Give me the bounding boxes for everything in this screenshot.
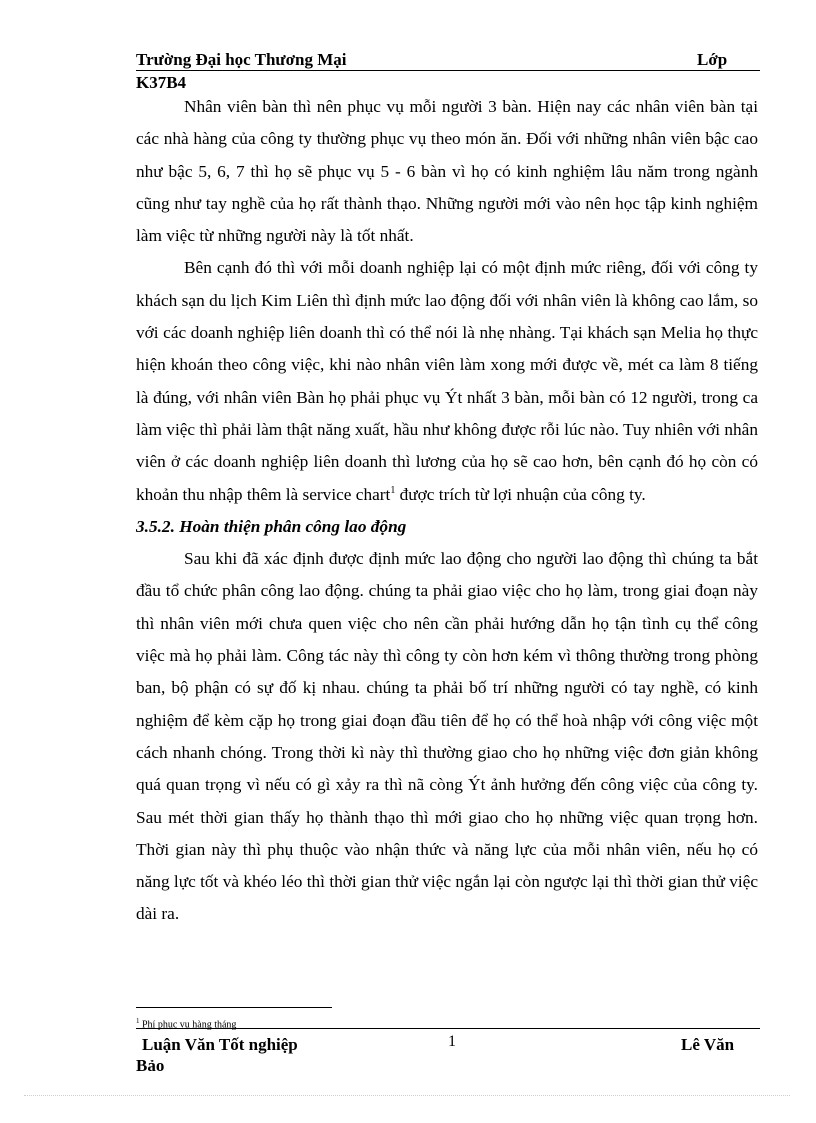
- footer-author-line2: Bảo: [136, 1056, 165, 1075]
- paragraph-3: Sau khi đã xác định được định mức lao động cho người lao động thì chúng ta bắt đầu tổ chức phân công lao động. chúng ta phải giao việc cho họ làm, trong giai đoạn này thì nhân viên mới chưa quen việc cho nên cần phải hướng dẫn họ tận tình cụ thể công việc mà họ phải làm. Công tác này thì công ty còn hơn kém vì thông thường trong phòng ban, bộ phận có sự đố kị nhau. chúng ta phải bố trí những người có tay nghề, có kinh nghiệm để kèm cặp họ trong giai đoạn đầu tiên để họ có thể hoà nhập với công việc một cách nhanh chóng. Trong thời kì này thì thường giao cho họ những việc đơn giản không quá quan trọng vì nếu có gì xảy ra thì nã còng Ýt ảnh hưởng đến công việc của công ty. Sau mét thời gian thấy họ thành thạo thì mới giao cho họ những việc quan trọng hơn. Thời gian này thì phụ thuộc vào nhận thức và năng lực của mỗi nhân viên, nếu họ có năng lực tốt và khéo léo thì thời gian thử việc ngắn lại còn ngược lại thì thời gian thử việc dài ra.: [136, 549, 758, 924]
- footnote-reference: 1: [390, 484, 396, 496]
- footnote-text: Phí phục vụ hàng tháng: [142, 1019, 237, 1031]
- paragraph-2-text: Bên cạnh đó thì với mỗi doanh nghiệp lại có một định mức riêng, đối với công ty khách sạn du lịch Kim Liên thì định mức lao động đối với nhân viên là không cao lắm, so với các doanh nghiệp liên doanh thì có thể nói là nhẹ nhàng. Tại khách sạn Melia họ thực hiện khoán theo công việc, khi nào nhân viên làm xong mới được về, mét ca làm 8 tiếng là đúng, với nhân viên Bàn họ phải phục vụ Ýt nhất 3 bàn, mỗi bàn có 12 người, trong ca làm việc thì phải làm thật năng xuất, hầu như không được rỗi lúc nào. Tuy nhiên với nhân viên ở các doanh nghiệp liên doanh thì lương của họ sẽ cao hơn, bên cạnh đó họ còn có khoản thu nhập thêm là service chart: [136, 258, 758, 504]
- footer-thesis-label: Luận Văn Tốt nghiệp: [142, 1035, 298, 1054]
- footer-separator: [136, 1028, 760, 1029]
- page-header: [136, 50, 760, 71]
- footer-author-line1: Lê Văn: [681, 1035, 735, 1054]
- footnote-number: 1: [136, 1017, 140, 1025]
- header-class-code: K37B4: [136, 73, 187, 92]
- body-text: [136, 91, 758, 931]
- footnote-separator: [136, 1007, 332, 1008]
- page-boundary: [24, 1095, 790, 1096]
- header-class-label: Lớp: [697, 50, 728, 69]
- paragraph-2: [136, 252, 758, 510]
- paragraph-1: Nhân viên bàn thì nên phục vụ mỗi người 3 bàn. Hiện nay các nhân viên bàn tại các nhà hàng của công ty thường phục vụ theo món ăn. Đối với những nhân viên bậc cao như bậc 5, 6, 7 thì họ sẽ phục vụ 5 - 6 bàn vì họ có kinh nghiệm lâu năm trong ngành cũng như tay nghề của họ rất thành thạo. Những người mới vào nên học tập kinh nghiệm làm việc từ những người này là tốt nhất.: [136, 97, 758, 246]
- paragraph-2-text-end: được trích từ lợi nhuận của công ty.: [395, 484, 646, 504]
- section-heading: 3.5.2. Hoàn thiện phân công lao động: [136, 516, 407, 536]
- header-school-name: Trường Đại học Thương Mại: [136, 50, 347, 69]
- footer-page-number: 1: [448, 1033, 456, 1050]
